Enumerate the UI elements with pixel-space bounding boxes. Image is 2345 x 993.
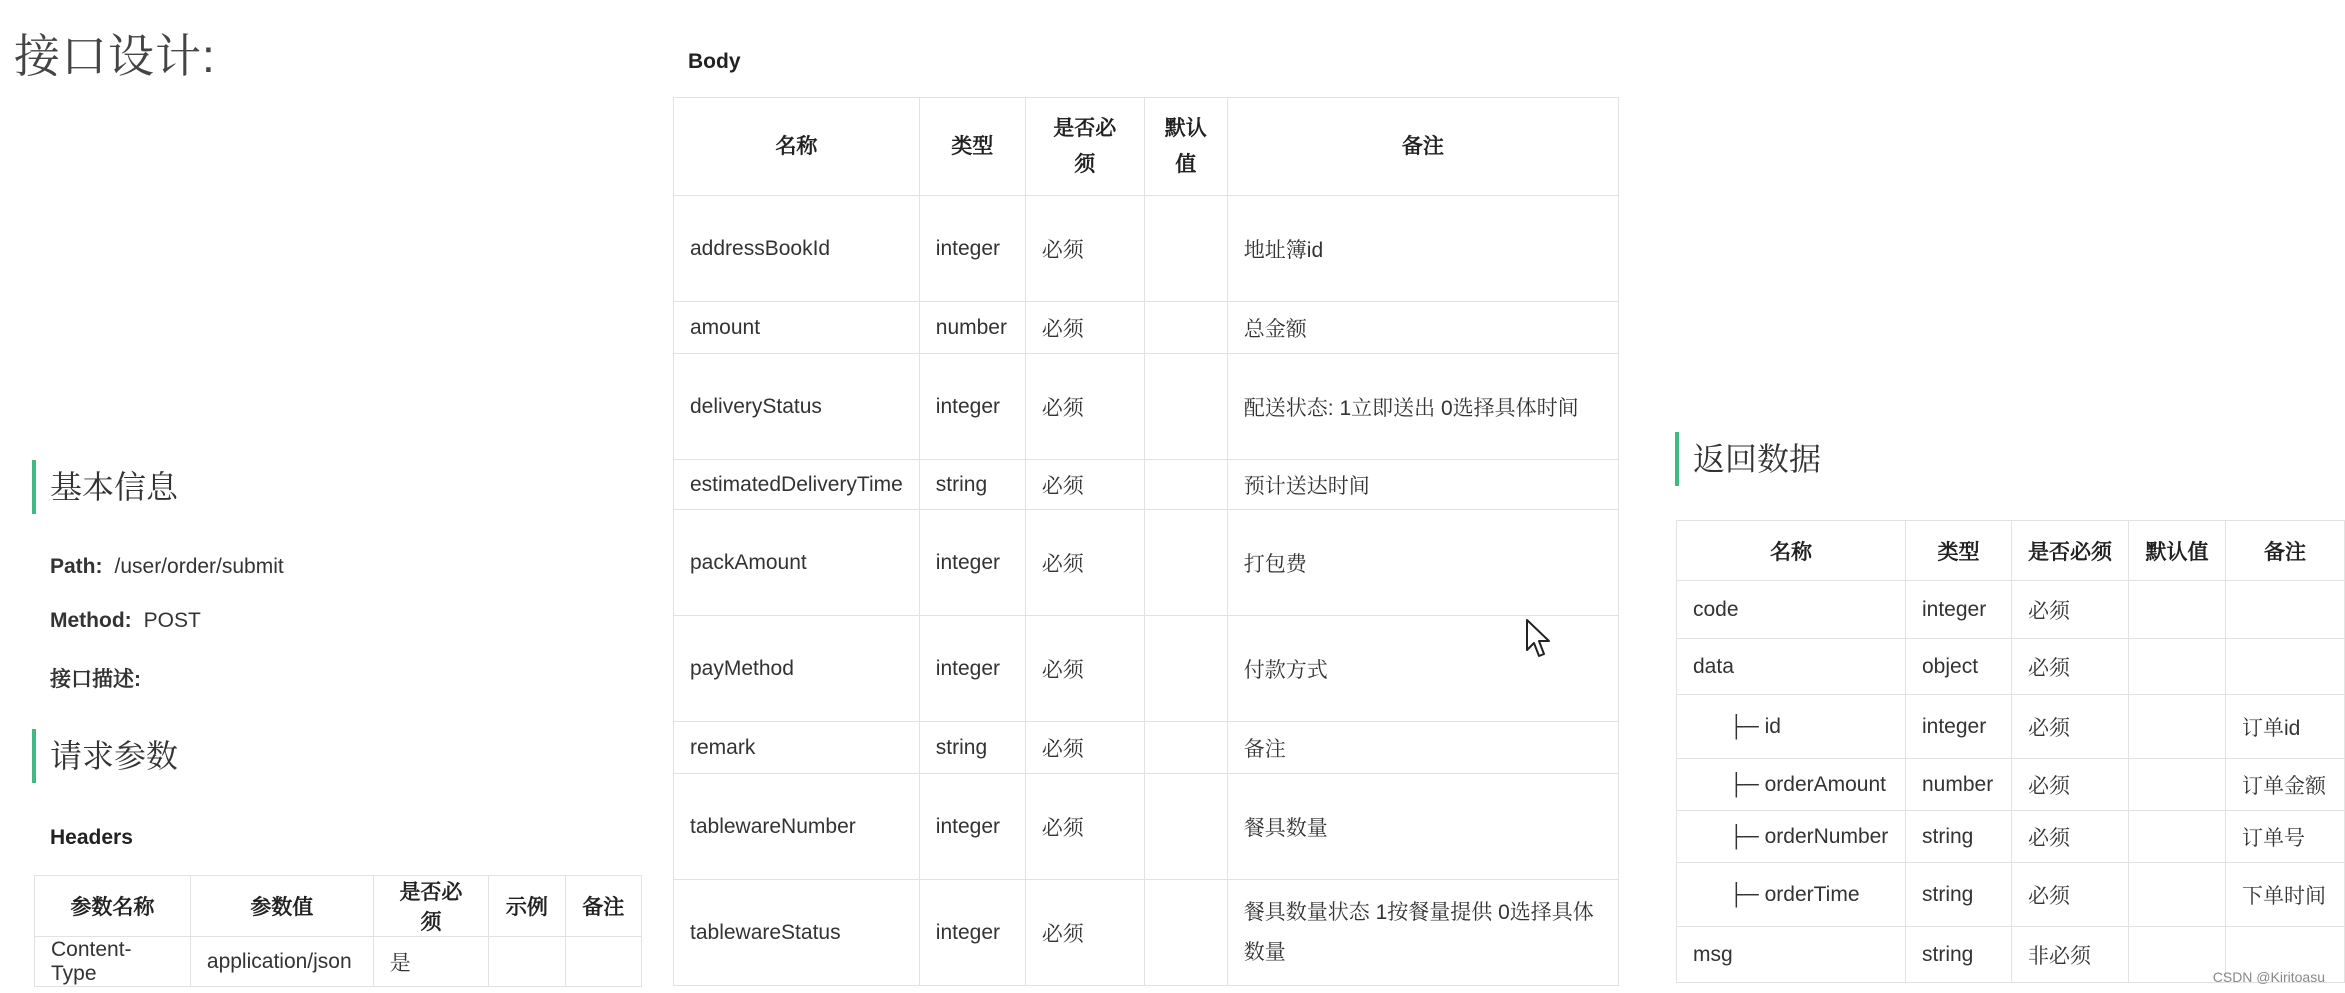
body-cell-remark: 付款方式 xyxy=(1227,616,1618,722)
path-value: /user/order/submit xyxy=(114,555,284,578)
response-cell-type: number xyxy=(1906,759,2012,811)
response-cell-type: string xyxy=(1906,863,2012,927)
body-cell-name: packAmount xyxy=(674,510,920,616)
response-cell-required: 必须 xyxy=(2012,863,2129,927)
table-row xyxy=(1677,759,2345,811)
headers-cell-name: Content-Type xyxy=(35,937,191,987)
response-col-type: 类型 xyxy=(1906,521,2012,581)
headers-table-header-row xyxy=(35,876,642,937)
path-row xyxy=(50,555,284,579)
body-cell-default xyxy=(1144,722,1227,774)
response-cell-type: integer xyxy=(1906,581,2012,639)
response-cell-required: 必须 xyxy=(2012,759,2129,811)
body-cell-name: estimatedDeliveryTime xyxy=(674,460,920,510)
table-row xyxy=(35,937,642,987)
response-cell-name: msg xyxy=(1677,927,1906,983)
basic-info-heading: 基本信息 xyxy=(32,460,178,514)
headers-col-remark: 备注 xyxy=(565,876,641,937)
response-cell-default xyxy=(2129,639,2226,695)
body-table xyxy=(673,97,1619,986)
body-cell-remark: 预计送达时间 xyxy=(1227,460,1618,510)
description-row xyxy=(50,663,153,693)
response-col-required: 是否必须 xyxy=(2012,521,2129,581)
response-heading: 返回数据 xyxy=(1675,432,1821,486)
headers-label: Headers xyxy=(50,826,133,849)
response-cell-type: string xyxy=(1906,927,2012,983)
body-cell-remark: 餐具数量状态 1按餐量提供 0选择具体数量 xyxy=(1227,880,1618,986)
body-cell-default xyxy=(1144,774,1227,880)
body-cell-name: payMethod xyxy=(674,616,920,722)
body-cell-type: integer xyxy=(919,510,1025,616)
body-cell-required: 必须 xyxy=(1025,302,1144,354)
body-label: Body xyxy=(688,50,741,73)
response-cell-remark: 订单金额 xyxy=(2226,759,2345,811)
body-col-name: 名称 xyxy=(674,98,920,196)
body-cell-remark: 餐具数量 xyxy=(1227,774,1618,880)
response-cell-required: 必须 xyxy=(2012,695,2129,759)
body-cell-default xyxy=(1144,354,1227,460)
table-row xyxy=(674,510,1619,616)
response-cell-default xyxy=(2129,863,2226,927)
body-cell-type: string xyxy=(919,460,1025,510)
table-row xyxy=(674,196,1619,302)
response-cell-name: ├─ orderTime xyxy=(1677,863,1906,927)
response-col-default: 默认值 xyxy=(2129,521,2226,581)
body-cell-default xyxy=(1144,510,1227,616)
response-cell-type: string xyxy=(1906,811,2012,863)
body-cell-type: number xyxy=(919,302,1025,354)
body-cell-name: amount xyxy=(674,302,920,354)
body-cell-required: 必须 xyxy=(1025,460,1144,510)
headers-col-example: 示例 xyxy=(489,876,565,937)
response-cell-required: 非必须 xyxy=(2012,927,2129,983)
body-cell-type: integer xyxy=(919,196,1025,302)
body-cell-required: 必须 xyxy=(1025,774,1144,880)
headers-col-required: 是否必须 xyxy=(373,876,488,937)
table-row xyxy=(1677,863,2345,927)
body-col-remark: 备注 xyxy=(1227,98,1618,196)
body-cell-remark: 打包费 xyxy=(1227,510,1618,616)
table-row xyxy=(1677,695,2345,759)
headers-col-value: 参数值 xyxy=(190,876,373,937)
body-cell-required: 必须 xyxy=(1025,616,1144,722)
body-cell-remark: 备注 xyxy=(1227,722,1618,774)
table-row xyxy=(674,302,1619,354)
mouse-cursor-icon xyxy=(1525,618,1553,660)
body-cell-default xyxy=(1144,196,1227,302)
response-table xyxy=(1676,520,2345,983)
response-col-remark: 备注 xyxy=(2226,521,2345,581)
watermark: CSDN @Kiritoasu xyxy=(2212,969,2325,985)
body-col-default: 默认值 xyxy=(1144,98,1227,196)
body-cell-name: tablewareStatus xyxy=(674,880,920,986)
request-params-heading: 请求参数 xyxy=(32,729,178,783)
body-cell-name: remark xyxy=(674,722,920,774)
body-cell-remark: 配送状态: 1立即送出 0选择具体时间 xyxy=(1227,354,1618,460)
response-cell-name: code xyxy=(1677,581,1906,639)
path-label: Path: xyxy=(50,555,103,578)
table-row xyxy=(1677,581,2345,639)
table-row xyxy=(674,460,1619,510)
description-label: 接口描述: xyxy=(50,668,141,691)
headers-cell-required: 是 xyxy=(373,937,488,987)
body-cell-default xyxy=(1144,460,1227,510)
body-cell-remark: 总金额 xyxy=(1227,302,1618,354)
response-cell-default xyxy=(2129,811,2226,863)
body-cell-default xyxy=(1144,302,1227,354)
body-cell-remark: 地址簿id xyxy=(1227,196,1618,302)
response-cell-default xyxy=(2129,927,2226,983)
response-cell-remark xyxy=(2226,581,2345,639)
body-cell-required: 必须 xyxy=(1025,880,1144,986)
table-row xyxy=(1677,811,2345,863)
response-cell-remark: 订单id xyxy=(2226,695,2345,759)
response-cell-default xyxy=(2129,581,2226,639)
method-value: POST xyxy=(143,609,201,632)
response-cell-type: integer xyxy=(1906,695,2012,759)
body-cell-type: string xyxy=(919,722,1025,774)
body-cell-name: tablewareNumber xyxy=(674,774,920,880)
headers-cell-example xyxy=(489,937,565,987)
table-row xyxy=(1677,639,2345,695)
response-cell-name: data xyxy=(1677,639,1906,695)
response-cell-name: ├─ id xyxy=(1677,695,1906,759)
body-cell-required: 必须 xyxy=(1025,196,1144,302)
page-title: 接口设计: xyxy=(14,30,216,82)
body-cell-name: addressBookId xyxy=(674,196,920,302)
headers-table xyxy=(34,875,642,987)
response-cell-name: ├─ orderNumber xyxy=(1677,811,1906,863)
body-cell-type: integer xyxy=(919,880,1025,986)
response-cell-required: 必须 xyxy=(2012,639,2129,695)
body-cell-required: 必须 xyxy=(1025,510,1144,616)
response-cell-remark xyxy=(2226,639,2345,695)
table-row xyxy=(674,880,1619,986)
response-cell-name: ├─ orderAmount xyxy=(1677,759,1906,811)
body-cell-type: integer xyxy=(919,354,1025,460)
response-cell-type: object xyxy=(1906,639,2012,695)
body-cell-required: 必须 xyxy=(1025,722,1144,774)
body-cell-default xyxy=(1144,880,1227,986)
method-label: Method: xyxy=(50,609,132,632)
response-cell-required: 必须 xyxy=(2012,811,2129,863)
body-cell-type: integer xyxy=(919,616,1025,722)
response-col-name: 名称 xyxy=(1677,521,1906,581)
body-cell-default xyxy=(1144,616,1227,722)
headers-col-name: 参数名称 xyxy=(35,876,191,937)
response-cell-default xyxy=(2129,759,2226,811)
body-cell-name: deliveryStatus xyxy=(674,354,920,460)
headers-cell-value: application/json xyxy=(190,937,373,987)
table-row xyxy=(674,722,1619,774)
body-cell-required: 必须 xyxy=(1025,354,1144,460)
body-table-header-row xyxy=(674,98,1619,196)
body-col-type: 类型 xyxy=(919,98,1025,196)
table-row xyxy=(674,616,1619,722)
method-row xyxy=(50,609,201,633)
response-cell-required: 必须 xyxy=(2012,581,2129,639)
body-cell-type: integer xyxy=(919,774,1025,880)
response-cell-remark: 下单时间 xyxy=(2226,863,2345,927)
response-table-header-row xyxy=(1677,521,2345,581)
headers-cell-remark xyxy=(565,937,641,987)
table-row xyxy=(674,774,1619,880)
body-col-required: 是否必须 xyxy=(1025,98,1144,196)
table-row xyxy=(674,354,1619,460)
response-cell-default xyxy=(2129,695,2226,759)
response-cell-remark: 订单号 xyxy=(2226,811,2345,863)
